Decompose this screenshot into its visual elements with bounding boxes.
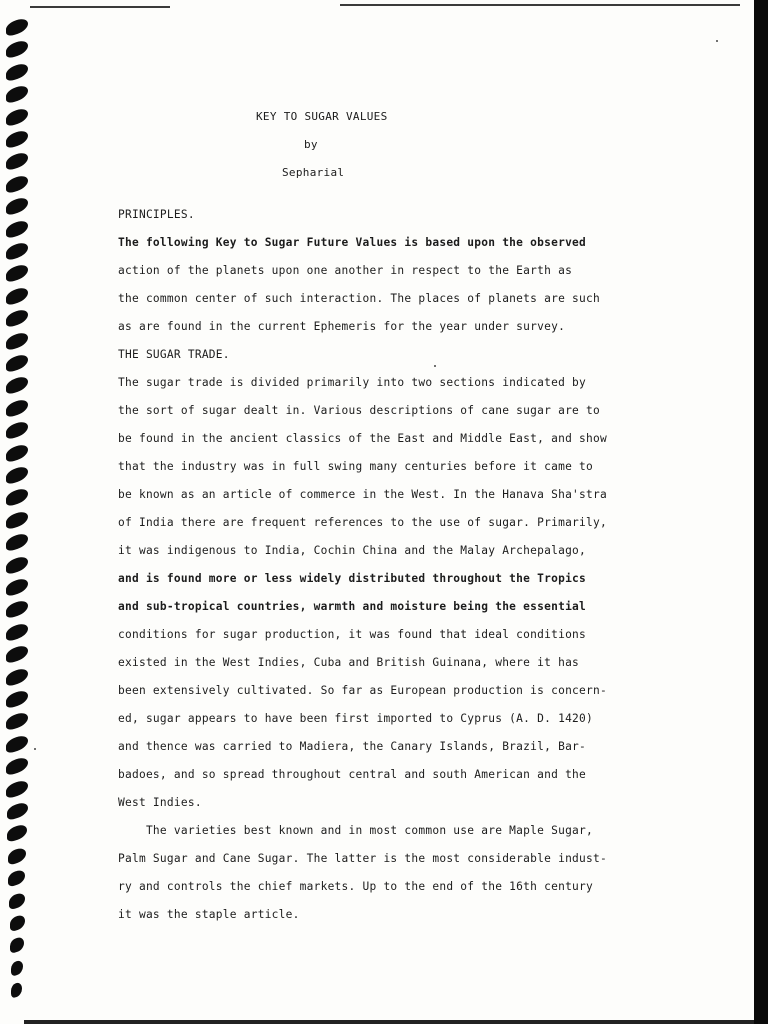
binding-hole [6, 576, 28, 597]
binding-hole [6, 778, 28, 799]
text-line: be found in the ancient classics of the East and Middle East, and show [118, 432, 607, 445]
binding-hole [6, 84, 28, 105]
text-line: as are found in the current Ephemeris for the year under survey. [118, 320, 566, 333]
binding-hole [6, 128, 28, 149]
scan-speck [434, 365, 436, 367]
binding-hole [6, 218, 28, 239]
binding-hole [6, 397, 28, 418]
binding-hole [6, 621, 28, 642]
binding-hole [9, 891, 25, 910]
scan-speck [34, 748, 36, 750]
text-line: the common center of such interaction. The places of planets are such [118, 292, 600, 305]
document-author: Sepharial [282, 166, 345, 179]
spiral-binding [2, 20, 36, 1020]
binding-hole [6, 61, 28, 82]
scan-speck [716, 40, 718, 42]
binding-hole [6, 509, 28, 530]
text-line: Palm Sugar and Cane Sugar. The latter is the most considerable indust- [118, 852, 607, 865]
binding-hole [6, 688, 28, 709]
text-line: the sort of sugar dealt in. Various descriptions of cane sugar are to [118, 404, 600, 417]
binding-hole [6, 285, 28, 306]
text-line: existed in the West Indies, Cuba and British Guinana, where it has [118, 656, 580, 669]
binding-hole [10, 914, 25, 933]
text-line: The varieties best known and in most common use are Maple Sugar, [118, 824, 594, 837]
text-line: be known as an article of commerce in the West. In the Hanava Sha'stra [118, 488, 607, 501]
text-line: been extensively cultivated. So far as European production is concern- [118, 684, 607, 697]
scan-edge-right [754, 0, 768, 1024]
binding-hole [7, 823, 27, 843]
binding-hole [11, 959, 23, 977]
document-title: KEY TO SUGAR VALUES [256, 110, 388, 123]
section-heading-principles: PRINCIPLES. [118, 208, 195, 221]
binding-hole [6, 733, 28, 754]
binding-hole [6, 151, 28, 172]
binding-hole [6, 554, 28, 575]
text-line: it was indigenous to India, Cochin China and the Malay Archepalago, [118, 544, 587, 557]
binding-hole [6, 711, 28, 732]
text-line: The sugar trade is divided primarily into two sections indicated by [118, 376, 587, 389]
binding-hole [6, 442, 28, 463]
text-line: and thence was carried to Madiera, the Canary Islands, Brazil, Bar- [118, 740, 587, 753]
binding-hole [6, 106, 28, 127]
binding-hole [6, 352, 28, 373]
text-line: The following Key to Sugar Future Values is based upon the observed [118, 236, 587, 249]
binding-hole [6, 16, 28, 37]
binding-hole [6, 666, 28, 687]
binding-hole [6, 464, 28, 485]
binding-hole [6, 173, 28, 194]
binding-hole [6, 196, 28, 217]
document-byline: by [304, 138, 318, 151]
binding-hole [7, 801, 28, 822]
text-line: that the industry was in full swing many centuries before it came to [118, 460, 594, 473]
text-line: and sub-tropical countries, warmth and moisture being the essential [118, 600, 587, 613]
binding-hole [8, 846, 26, 866]
text-line: and is found more or less widely distributed throughout the Tropics [118, 572, 587, 585]
text-line: ed, sugar appears to have been first imported to Cyprus (A. D. 1420) [118, 712, 594, 725]
binding-hole [6, 263, 28, 284]
binding-hole [10, 936, 24, 954]
binding-hole [11, 981, 22, 999]
scan-edge-top-right [340, 4, 740, 6]
scan-edge-bottom [24, 1020, 754, 1024]
binding-hole [6, 644, 28, 665]
text-line: conditions for sugar production, it was found that ideal conditions [118, 628, 587, 641]
text-line: of India there are frequent references to the use of sugar. Primarily, [118, 516, 607, 529]
binding-hole [6, 487, 28, 508]
binding-hole [6, 756, 28, 777]
text-line: it was the staple article. [118, 908, 300, 921]
binding-hole [8, 868, 25, 888]
binding-hole [6, 375, 28, 396]
text-line: action of the planets upon one another in respect to the Earth as [118, 264, 573, 277]
binding-hole [6, 420, 28, 441]
text-line: badoes, and so spread throughout central and south American and the [118, 768, 587, 781]
scan-edge-top-left [30, 6, 170, 8]
text-line: West Indies. [118, 796, 202, 809]
binding-hole [6, 39, 28, 60]
binding-hole [6, 330, 28, 351]
binding-hole [6, 308, 28, 329]
binding-hole [6, 599, 28, 620]
section-heading-sugar-trade: THE SUGAR TRADE. [118, 348, 230, 361]
binding-hole [6, 532, 28, 553]
binding-hole [6, 240, 28, 261]
text-line: ry and controls the chief markets. Up to the end of the 16th century [118, 880, 594, 893]
